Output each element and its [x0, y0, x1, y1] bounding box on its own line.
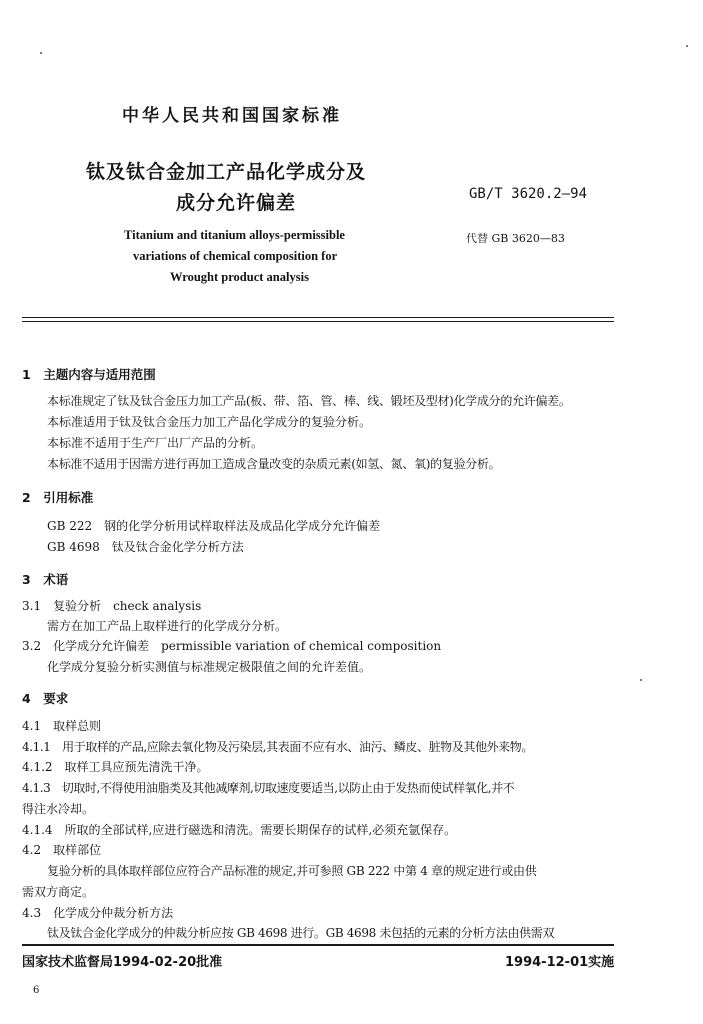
- english-title-line1: Titanium and titanium alloys-permissible: [124, 228, 345, 242]
- reference-standard-item: GB 222 钢的化学分析用试样取样法及成品化学成分允许偏差: [47, 519, 381, 533]
- header-divider-top: [22, 317, 614, 318]
- term-3-2-definition: 化学成分复验分析实测值与标准规定极限值之间的允许差值。: [47, 660, 372, 674]
- clause-4-1-3: 4.1.3 切取时,不得使用油脂类及其他减摩剂,切取速度要适当,以防止由于发热而使试样氧化,并不: [22, 781, 515, 795]
- term-3-2: 3.2 化学成分允许偏差 permissible variation of chemical composition: [22, 639, 442, 653]
- clause-4-1-1: 4.1.1 用于取样的产品,应除去氧化物及污染层,其表面不应有水、油污、鳞皮、脏物及其他外来物。: [22, 740, 533, 754]
- document-title-line2: 成分允许偏差: [176, 192, 297, 214]
- section-1-paragraph: 本标准不适用于因需方进行再加工造成含量改变的杂质元素(如氢、氮、氧)的复验分析。: [47, 457, 501, 471]
- term-3-1: 3.1 复验分析 check analysis: [22, 599, 202, 613]
- clause-4-2-text-continued: 需双方商定。: [22, 885, 95, 899]
- section-2-heading: 2 引用标准: [22, 490, 94, 505]
- clause-4-1-2: 4.1.2 取样工具应预先清洗干净。: [22, 760, 209, 774]
- section-3-heading: 3 术语: [22, 572, 69, 587]
- scan-speck: [686, 45, 688, 47]
- standard-number: GB/T 3620.2—94: [469, 186, 588, 202]
- clause-4-2-text: 复验分析的具体取样部位应符合产品标准的规定,并可参照 GB 222 中第 4 章的规定进行或由供: [47, 864, 537, 878]
- replaces-standard: 代替 GB 3620—83: [466, 232, 565, 245]
- clause-4-1-3-continued: 得注水冷却。: [22, 802, 95, 816]
- section-1-paragraph: 本标准不适用于生产厂出厂产品的分析。: [47, 436, 264, 450]
- national-standard-heading: 中华人民共和国国家标准: [122, 106, 342, 126]
- scan-speck: [640, 679, 642, 681]
- term-3-1-definition: 需方在加工产品上取样进行的化学成分分析。: [47, 619, 288, 633]
- clause-4-1-4: 4.1.4 所取的全部试样,应进行磁选和清洗。需要长期保存的试样,必须充氩保存。: [22, 823, 457, 837]
- section-1-heading: 1 主题内容与适用范围: [22, 367, 156, 382]
- english-title-line3: Wrought product analysis: [170, 270, 309, 284]
- header-divider-bottom: [22, 321, 614, 322]
- reference-standard-item: GB 4698 钛及钛合金化学分析方法: [47, 540, 244, 554]
- clause-4-3: 4.3 化学成分仲裁分析方法: [22, 906, 174, 920]
- page-number: 6: [33, 985, 40, 996]
- clause-4-2: 4.2 取样部位: [22, 843, 102, 857]
- document-title-line1: 钛及钛合金加工产品化学成分及: [86, 161, 367, 183]
- section-1-paragraph: 本标准规定了钛及钛合金压力加工产品(板、带、箔、管、棒、线、锻坯及型材)化学成分的允许偏差。: [47, 394, 571, 408]
- footer-divider: [22, 944, 614, 946]
- implementation-date: 1994-12-01实施: [505, 955, 615, 970]
- approval-date: 国家技术监督局1994-02-20批准: [22, 955, 223, 970]
- clause-4-3-text: 钛及钛合金化学成分的仲裁分析应按 GB 4698 进行。GB 4698 未包括的元素的分析方法由供需双: [47, 926, 555, 940]
- section-4-heading: 4 要求: [22, 691, 69, 706]
- scan-speck: [40, 52, 42, 54]
- english-title-line2: variations of chemical composition for: [133, 249, 338, 263]
- section-1-paragraph: 本标准适用于钛及钛合金压力加工产品化学成分的复验分析。: [47, 415, 372, 429]
- clause-4-1: 4.1 取样总则: [22, 719, 102, 733]
